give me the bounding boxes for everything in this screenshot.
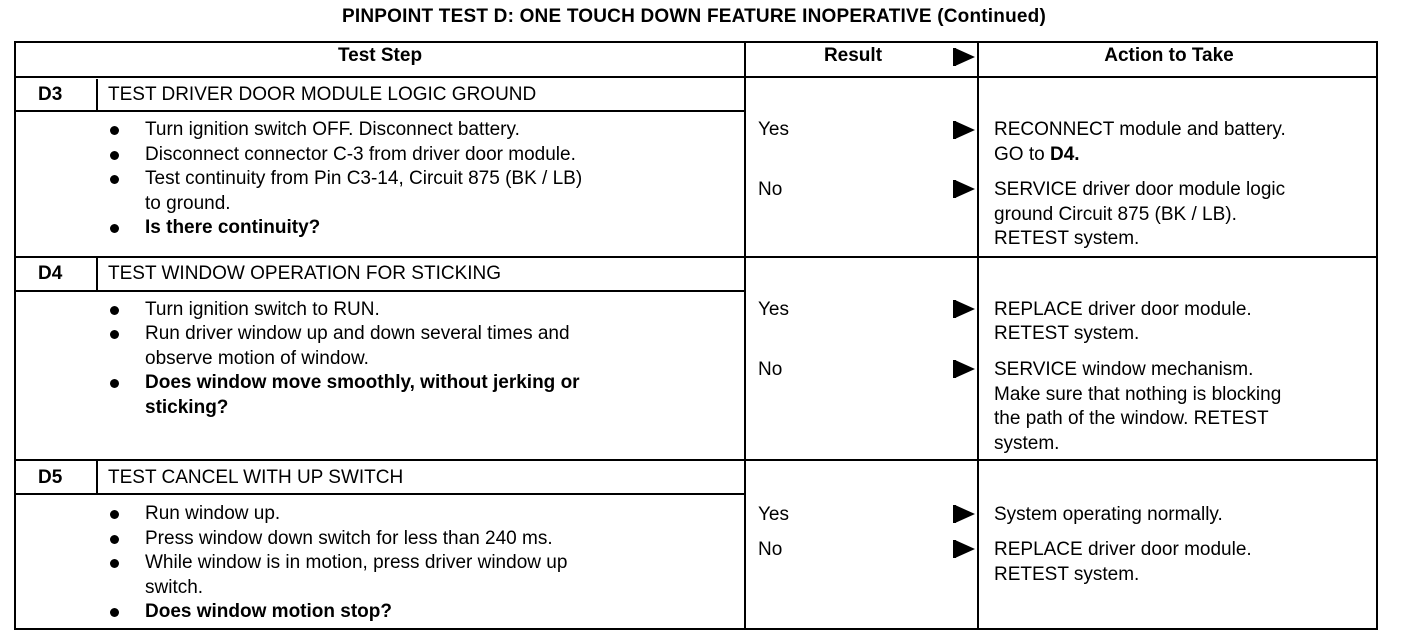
action-text: REPLACE driver door module. bbox=[994, 299, 1252, 320]
bullet-question: Does window move smoothly, without jerking or bbox=[145, 372, 580, 393]
bullet-text-cont: to ground. bbox=[145, 193, 231, 214]
bullet-text-cont: observe motion of window. bbox=[145, 348, 369, 369]
action-text: SERVICE window mechanism. bbox=[994, 359, 1254, 380]
result-yes: Yes bbox=[758, 504, 789, 525]
bullet-text: While window is in motion, press driver window up bbox=[145, 552, 568, 573]
bullet-icon bbox=[110, 535, 119, 544]
arrow-icon bbox=[955, 300, 975, 318]
step-heading-rule bbox=[14, 493, 745, 495]
action-text: REPLACE driver door module. bbox=[994, 539, 1252, 560]
step-id: D4 bbox=[38, 263, 63, 284]
row-rule bbox=[14, 459, 1378, 461]
bullet-text: Press window down switch for less than 240 ms. bbox=[145, 528, 553, 549]
action-text-cont bbox=[994, 143, 1080, 168]
action-text: SERVICE driver door module logic bbox=[994, 179, 1286, 200]
bullet-icon bbox=[110, 126, 119, 135]
bullet-icon bbox=[110, 330, 119, 339]
action-text-cont: system. bbox=[994, 433, 1060, 454]
header-arrow-icon bbox=[955, 48, 975, 66]
action-goto-text: GO to bbox=[994, 144, 1050, 165]
bullet-text: Turn ignition switch OFF. Disconnect battery. bbox=[145, 119, 520, 140]
step-heading: TEST CANCEL WITH UP SWITCH bbox=[108, 467, 404, 488]
result-yes: Yes bbox=[758, 299, 789, 320]
action-text: System operating normally. bbox=[994, 504, 1223, 525]
bullet-icon bbox=[110, 559, 119, 568]
divider-step-id bbox=[96, 258, 98, 291]
step-heading-rule bbox=[14, 110, 745, 112]
bullet-icon bbox=[110, 306, 119, 315]
bullet-icon bbox=[110, 379, 119, 388]
bullet-text: Run driver window up and down several times and bbox=[145, 323, 570, 344]
action-text: RECONNECT module and battery. bbox=[994, 119, 1286, 140]
arrow-icon bbox=[955, 505, 975, 523]
bullet-text: Turn ignition switch to RUN. bbox=[145, 299, 380, 320]
action-text-cont: RETEST system. bbox=[994, 228, 1140, 249]
bullet-question: Does window motion stop? bbox=[145, 601, 392, 622]
step-heading: TEST WINDOW OPERATION FOR STICKING bbox=[108, 263, 502, 284]
action-text-cont: RETEST system. bbox=[994, 564, 1140, 585]
bullet-icon bbox=[110, 608, 119, 617]
divider-step-id bbox=[96, 461, 98, 494]
bullet-icon bbox=[110, 175, 119, 184]
bullet-question-cont: sticking? bbox=[145, 397, 229, 418]
bullet-text: Disconnect connector C-3 from driver door module. bbox=[145, 144, 576, 165]
result-no: No bbox=[758, 539, 783, 560]
bullet-icon bbox=[110, 151, 119, 160]
header-result: Result bbox=[823, 45, 883, 66]
action-text-cont: ground Circuit 875 (BK / LB). bbox=[994, 204, 1237, 225]
divider-step-result bbox=[744, 41, 746, 630]
row-rule bbox=[14, 256, 1378, 258]
bullet-question: Is there continuity? bbox=[145, 217, 321, 238]
bullet-text: Run window up. bbox=[145, 503, 281, 524]
bullet-icon bbox=[110, 224, 119, 233]
result-no: No bbox=[758, 359, 783, 380]
arrow-icon bbox=[955, 360, 975, 378]
action-text-cont: Make sure that nothing is blocking bbox=[994, 384, 1282, 405]
step-id: D5 bbox=[38, 467, 63, 488]
header-action: Action to Take bbox=[1104, 45, 1234, 66]
action-text-cont: RETEST system. bbox=[994, 323, 1140, 344]
divider-step-id bbox=[96, 79, 98, 112]
header-test-step: Test Step bbox=[337, 45, 423, 66]
action-goto-step: D4. bbox=[1049, 144, 1080, 165]
arrow-icon bbox=[955, 540, 975, 558]
bullet-icon bbox=[110, 510, 119, 519]
result-no: No bbox=[758, 179, 783, 200]
page-title: PINPOINT TEST D: ONE TOUCH DOWN FEATURE INOPERATIVE (Continued) bbox=[342, 6, 1046, 27]
result-yes: Yes bbox=[758, 119, 789, 140]
arrow-icon bbox=[955, 180, 975, 198]
step-heading-rule bbox=[14, 290, 745, 292]
arrow-icon bbox=[955, 121, 975, 139]
step-heading: TEST DRIVER DOOR MODULE LOGIC GROUND bbox=[108, 84, 537, 105]
action-text-cont: the path of the window. RETEST bbox=[994, 408, 1269, 429]
divider-result-action bbox=[977, 41, 979, 630]
step-id: D3 bbox=[38, 84, 63, 105]
bullet-text: Test continuity from Pin C3-14, Circuit 875 (BK / LB) bbox=[145, 168, 583, 189]
bullet-text-cont: switch. bbox=[145, 577, 204, 598]
header-rule bbox=[14, 76, 1378, 78]
